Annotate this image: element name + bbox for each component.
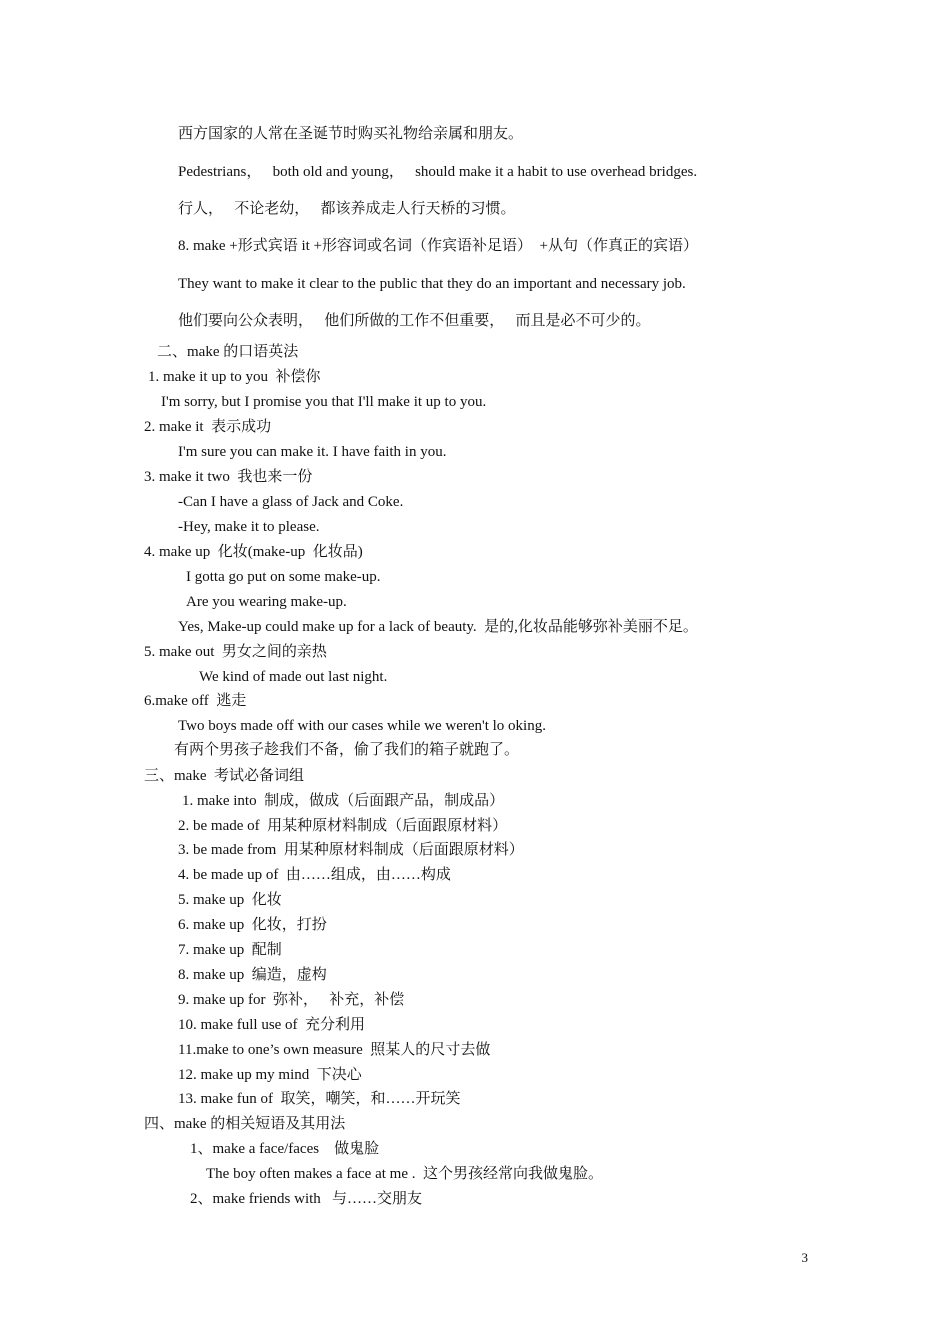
example-sentence: I gotta go put on some make-up. <box>186 569 381 585</box>
text-line: 他们要向公众表明， 他们所做的工作不但重要， 而且是必不可少的。 <box>178 313 651 329</box>
text-line: Pedestrians， both old and young， should make it a habit to use overhead bridges. <box>178 164 698 180</box>
list-item: 3. be made from 用某种原材料制成（后面跟原材料） <box>178 842 524 858</box>
example-sentence: -Hey, make it to please. <box>178 519 320 535</box>
list-item: 13. make fun of 取笑，嘲笑，和……开玩笑 <box>178 1091 461 1107</box>
list-item: 5. make up 化妆 <box>178 892 282 908</box>
example-sentence: Two boys made off with our cases while we weren't lo oking. <box>178 718 546 734</box>
list-item: 3. make it two 我也来一份 <box>144 469 313 485</box>
text-line: They want to make it clear to the public that they do an important and necessary job. <box>178 276 686 292</box>
section-heading: 二、make 的口语英法 <box>157 344 299 360</box>
list-item: 1、make a face/faces 做鬼脸 <box>190 1141 380 1157</box>
list-item: 6. make up 化妆，打扮 <box>178 917 327 933</box>
example-sentence: -Can I have a glass of Jack and Coke. <box>178 494 404 510</box>
list-item: 4. be made up of 由……组成，由……构成 <box>178 867 451 883</box>
text-line: 西方国家的人常在圣诞节时购买礼物给亲属和朋友。 <box>178 126 524 142</box>
list-item: 1. make it up to you 补偿你 <box>148 369 321 385</box>
list-item: 8. make up 编造，虚构 <box>178 967 327 983</box>
text-line: 8. make +形式宾语 it +形容词或名词（作宾语补足语） +从句（作真正的宾语） <box>178 238 698 254</box>
section-heading: 三、make 考试必备词组 <box>144 768 304 784</box>
list-item: 9. make up for 弥补， 补充，补偿 <box>178 992 405 1008</box>
example-sentence: We kind of made out last night. <box>199 669 388 685</box>
list-item: 1. make into 制成，做成（后面跟产品，制成品） <box>182 793 505 809</box>
example-sentence: 有两个男孩子趁我们不备，偷了我们的箱子就跑了。 <box>174 742 520 758</box>
list-item: 4. make up 化妆(make-up 化妆品) <box>144 544 363 560</box>
page-number: 3 <box>801 1250 808 1265</box>
text-line: 行人， 不论老幼， 都该养成走人行天桥的习惯。 <box>178 201 516 217</box>
list-item: 6.make off 逃走 <box>144 693 247 709</box>
section-heading: 四、make 的相关短语及其用法 <box>144 1116 346 1132</box>
list-item: 5. make out 男女之间的亲热 <box>144 644 327 660</box>
example-sentence: The boy often makes a face at me . 这个男孩经常向我做鬼脸。 <box>206 1166 603 1182</box>
example-sentence: I'm sorry, but I promise you that I'll make it up to you. <box>161 394 487 410</box>
list-item: 2. make it 表示成功 <box>144 419 272 435</box>
example-sentence: I'm sure you can make it. I have faith in you. <box>178 444 447 460</box>
example-sentence: Are you wearing make-up. <box>186 594 347 610</box>
list-item: 12. make up my mind 下决心 <box>178 1067 362 1083</box>
list-item: 10. make full use of 充分利用 <box>178 1017 366 1033</box>
list-item: 11.make to one’s own measure 照某人的尺寸去做 <box>178 1042 491 1058</box>
example-sentence: Yes, Make-up could make up for a lack of beauty. 是的,化妆品能够弥补美丽不足。 <box>178 619 698 635</box>
list-item: 2. be made of 用某种原材料制成（后面跟原材料） <box>178 818 508 834</box>
list-item: 2、make friends with 与……交朋友 <box>190 1191 423 1207</box>
list-item: 7. make up 配制 <box>178 942 282 958</box>
